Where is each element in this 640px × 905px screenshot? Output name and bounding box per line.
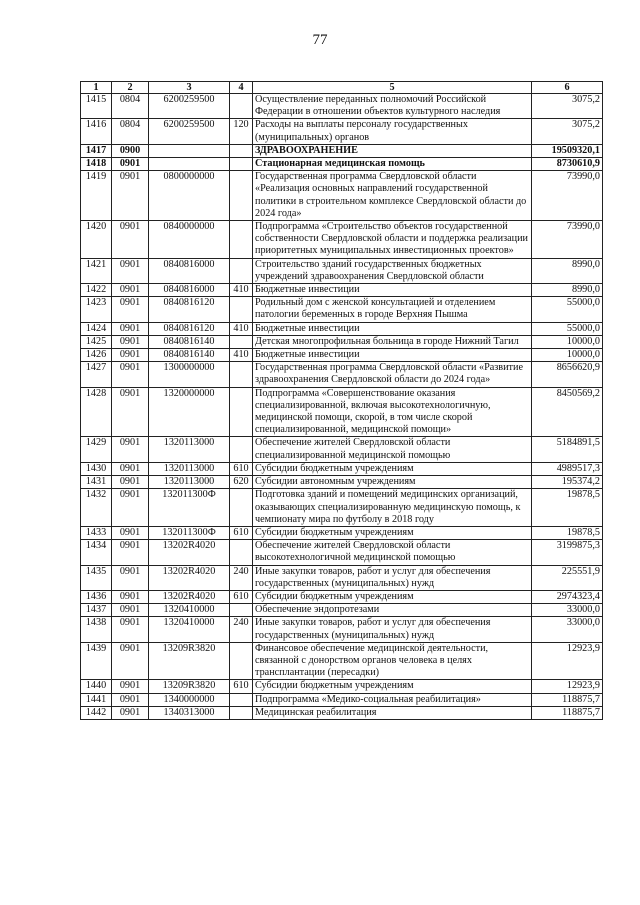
expense-type-code-cell xyxy=(230,540,253,565)
target-article-code-cell: 1320113000 xyxy=(149,462,230,475)
table-row xyxy=(81,171,603,221)
item-name-cell: Субсидии автономным учреждениям xyxy=(253,476,532,489)
header-col-6: 6 xyxy=(532,82,603,94)
amount-cell: 10000,0 xyxy=(532,349,603,362)
section-code-cell: 0901 xyxy=(112,171,149,221)
target-article-code-cell: 0840000000 xyxy=(149,221,230,259)
target-article-code-cell: 13209R3820 xyxy=(149,680,230,693)
expense-type-code-cell: 610 xyxy=(230,526,253,539)
expense-type-code-cell xyxy=(230,144,253,157)
section-code-cell: 0901 xyxy=(112,590,149,603)
amount-cell: 195374,2 xyxy=(532,476,603,489)
table-row xyxy=(81,437,603,462)
table-body xyxy=(81,94,603,720)
item-name-cell: Субсидии бюджетным учреждениям xyxy=(253,680,532,693)
row-number-cell: 1436 xyxy=(81,590,112,603)
item-name-cell: Бюджетные инвестиции xyxy=(253,284,532,297)
amount-cell: 73990,0 xyxy=(532,171,603,221)
expense-type-code-cell: 610 xyxy=(230,462,253,475)
amount-cell: 8450569,2 xyxy=(532,387,603,437)
amount-cell: 73990,0 xyxy=(532,221,603,259)
expense-type-code-cell xyxy=(230,297,253,322)
amount-cell: 3075,2 xyxy=(532,94,603,119)
item-name-cell: Субсидии бюджетным учреждениям xyxy=(253,462,532,475)
amount-cell: 5184891,5 xyxy=(532,437,603,462)
amount-cell: 19878,5 xyxy=(532,526,603,539)
table-row xyxy=(81,617,603,642)
target-article-code-cell: 1340313000 xyxy=(149,706,230,719)
target-article-code-cell: 6200259500 xyxy=(149,119,230,144)
row-number-cell: 1420 xyxy=(81,221,112,259)
section-code-cell: 0901 xyxy=(112,437,149,462)
expense-type-code-cell: 610 xyxy=(230,590,253,603)
target-article-code-cell: 1320410000 xyxy=(149,617,230,642)
expense-type-code-cell xyxy=(230,387,253,437)
item-name-cell: Государственная программа Свердловской области «Реализация основных направлений государственной политики в строительном комплексе Свердловской области до 2024 года» xyxy=(253,171,532,221)
header-row xyxy=(81,82,603,94)
expense-type-code-cell: 620 xyxy=(230,476,253,489)
target-article-code-cell: 1320113000 xyxy=(149,476,230,489)
expense-type-code-cell xyxy=(230,221,253,259)
row-number-cell: 1416 xyxy=(81,119,112,144)
expense-type-code-cell: 240 xyxy=(230,617,253,642)
section-code-cell: 0901 xyxy=(112,335,149,348)
expense-type-code-cell xyxy=(230,335,253,348)
table-row xyxy=(81,144,603,157)
table-row xyxy=(81,526,603,539)
section-code-cell: 0901 xyxy=(112,693,149,706)
item-name-cell: Родильный дом с женской консультацией и отделением патологии беременных в городе Верхняя Пышма xyxy=(253,297,532,322)
section-code-cell: 0901 xyxy=(112,565,149,590)
amount-cell: 118875,7 xyxy=(532,693,603,706)
expense-type-code-cell xyxy=(230,171,253,221)
row-number-cell: 1440 xyxy=(81,680,112,693)
table-row xyxy=(81,258,603,283)
row-number-cell: 1433 xyxy=(81,526,112,539)
table-row xyxy=(81,693,603,706)
item-name-cell: Подпрограмма «Строительство объектов государственной собственности Свердловской области и поддержка реализации приоритетных муниципальных инвестиционных проектов» xyxy=(253,221,532,259)
expense-type-code-cell: 410 xyxy=(230,349,253,362)
amount-cell: 118875,7 xyxy=(532,706,603,719)
item-name-cell: Расходы на выплаты персоналу государственных (муниципальных) органов xyxy=(253,119,532,144)
target-article-code-cell: 0840816000 xyxy=(149,258,230,283)
item-name-cell: Бюджетные инвестиции xyxy=(253,349,532,362)
row-number-cell: 1438 xyxy=(81,617,112,642)
table-row xyxy=(81,540,603,565)
item-name-cell: Иные закупки товаров, работ и услуг для обеспечения государственных (муниципальных) нужд xyxy=(253,617,532,642)
item-name-cell: Детская многопрофильная больница в городе Нижний Тагил xyxy=(253,335,532,348)
item-name-cell: Обеспечение жителей Свердловской области специализированной медицинской помощью xyxy=(253,437,532,462)
target-article-code-cell: 13209R3820 xyxy=(149,642,230,680)
expense-type-code-cell: 240 xyxy=(230,565,253,590)
table-row xyxy=(81,565,603,590)
row-number-cell: 1435 xyxy=(81,565,112,590)
target-article-code-cell: 6200259500 xyxy=(149,94,230,119)
target-article-code-cell: 1320000000 xyxy=(149,387,230,437)
amount-cell: 3075,2 xyxy=(532,119,603,144)
target-article-code-cell: 132011300Ф xyxy=(149,526,230,539)
row-number-cell: 1432 xyxy=(81,489,112,527)
target-article-code-cell: 0840816140 xyxy=(149,335,230,348)
table-row xyxy=(81,158,603,171)
section-code-cell: 0901 xyxy=(112,489,149,527)
section-code-cell: 0901 xyxy=(112,362,149,387)
target-article-code-cell: 0840816120 xyxy=(149,297,230,322)
target-article-code-cell: 0840816120 xyxy=(149,322,230,335)
row-number-cell: 1437 xyxy=(81,604,112,617)
row-number-cell: 1429 xyxy=(81,437,112,462)
item-name-cell: Строительство зданий государственных бюджетных учреждений здравоохранения Свердловской области xyxy=(253,258,532,283)
row-number-cell: 1439 xyxy=(81,642,112,680)
section-code-cell: 0901 xyxy=(112,158,149,171)
row-number-cell: 1426 xyxy=(81,349,112,362)
item-name-cell: Субсидии бюджетным учреждениям xyxy=(253,590,532,603)
section-code-cell: 0804 xyxy=(112,119,149,144)
budget-table xyxy=(80,81,603,720)
item-name-cell: ЗДРАВООХРАНЕНИЕ xyxy=(253,144,532,157)
expense-type-code-cell xyxy=(230,158,253,171)
expense-type-code-cell xyxy=(230,489,253,527)
table-row xyxy=(81,706,603,719)
target-article-code-cell: 13202R4020 xyxy=(149,590,230,603)
row-number-cell: 1422 xyxy=(81,284,112,297)
target-article-code-cell: 0840816140 xyxy=(149,349,230,362)
item-name-cell: Подпрограмма «Медико-социальная реабилитация» xyxy=(253,693,532,706)
table-row xyxy=(81,604,603,617)
amount-cell: 33000,0 xyxy=(532,617,603,642)
amount-cell: 55000,0 xyxy=(532,322,603,335)
page-number: 77 xyxy=(312,32,328,48)
table-row xyxy=(81,119,603,144)
table-row xyxy=(81,476,603,489)
expense-type-code-cell xyxy=(230,258,253,283)
table-row xyxy=(81,349,603,362)
header-col-5: 5 xyxy=(253,82,532,94)
section-code-cell: 0901 xyxy=(112,604,149,617)
amount-cell: 225551,9 xyxy=(532,565,603,590)
expense-type-code-cell xyxy=(230,604,253,617)
header-col-3: 3 xyxy=(149,82,230,94)
amount-cell: 12923,9 xyxy=(532,642,603,680)
item-name-cell: Иные закупки товаров, работ и услуг для обеспечения государственных (муниципальных) нужд xyxy=(253,565,532,590)
row-number-cell: 1428 xyxy=(81,387,112,437)
table-row xyxy=(81,297,603,322)
target-article-code-cell: 13202R4020 xyxy=(149,540,230,565)
section-code-cell: 0901 xyxy=(112,526,149,539)
row-number-cell: 1434 xyxy=(81,540,112,565)
item-name-cell: Финансовое обеспечение медицинской деятельности, связанной с донорством органов человека в целях трансплантации (пересадки) xyxy=(253,642,532,680)
expense-type-code-cell xyxy=(230,362,253,387)
table-row xyxy=(81,489,603,527)
target-article-code-cell: 132011300Ф xyxy=(149,489,230,527)
section-code-cell: 0901 xyxy=(112,284,149,297)
item-name-cell: Подпрограмма «Совершенствование оказания специализированной, включая высокотехнологичную, медицинской помощи, скорой, в том числе скорой специализированной, медицинской помощи» xyxy=(253,387,532,437)
row-number-cell: 1421 xyxy=(81,258,112,283)
amount-cell: 10000,0 xyxy=(532,335,603,348)
table-row xyxy=(81,322,603,335)
header-col-1: 1 xyxy=(81,82,112,94)
section-code-cell: 0901 xyxy=(112,221,149,259)
target-article-code-cell xyxy=(149,158,230,171)
expense-type-code-cell xyxy=(230,706,253,719)
table-row xyxy=(81,94,603,119)
amount-cell: 8730610,9 xyxy=(532,158,603,171)
section-code-cell: 0900 xyxy=(112,144,149,157)
target-article-code-cell: 1300000000 xyxy=(149,362,230,387)
expense-type-code-cell xyxy=(230,437,253,462)
row-number-cell: 1415 xyxy=(81,94,112,119)
item-name-cell: Стационарная медицинская помощь xyxy=(253,158,532,171)
table-row xyxy=(81,680,603,693)
section-code-cell: 0901 xyxy=(112,540,149,565)
expense-type-code-cell: 410 xyxy=(230,284,253,297)
table-row xyxy=(81,335,603,348)
expense-type-code-cell: 120 xyxy=(230,119,253,144)
amount-cell: 2974323,4 xyxy=(532,590,603,603)
item-name-cell: Бюджетные инвестиции xyxy=(253,322,532,335)
row-number-cell: 1423 xyxy=(81,297,112,322)
expense-type-code-cell: 410 xyxy=(230,322,253,335)
section-code-cell: 0901 xyxy=(112,642,149,680)
item-name-cell: Осуществление переданных полномочий Российской Федерации в отношении объектов культурного наследия xyxy=(253,94,532,119)
item-name-cell: Обеспечение жителей Свердловской области высокотехнологичной медицинской помощью xyxy=(253,540,532,565)
table-row xyxy=(81,284,603,297)
row-number-cell: 1417 xyxy=(81,144,112,157)
amount-cell: 4989517,3 xyxy=(532,462,603,475)
section-code-cell: 0901 xyxy=(112,349,149,362)
section-code-cell: 0901 xyxy=(112,706,149,719)
header-col-4: 4 xyxy=(230,82,253,94)
section-code-cell: 0901 xyxy=(112,387,149,437)
row-number-cell: 1425 xyxy=(81,335,112,348)
amount-cell: 19509320,1 xyxy=(532,144,603,157)
amount-cell: 8990,0 xyxy=(532,284,603,297)
table-row xyxy=(81,642,603,680)
section-code-cell: 0901 xyxy=(112,617,149,642)
row-number-cell: 1442 xyxy=(81,706,112,719)
table-row xyxy=(81,221,603,259)
target-article-code-cell: 13202R4020 xyxy=(149,565,230,590)
table-row xyxy=(81,462,603,475)
table-header xyxy=(81,82,603,94)
target-article-code-cell: 0840816000 xyxy=(149,284,230,297)
header-col-2: 2 xyxy=(112,82,149,94)
section-code-cell: 0901 xyxy=(112,258,149,283)
row-number-cell: 1418 xyxy=(81,158,112,171)
section-code-cell: 0901 xyxy=(112,680,149,693)
amount-cell: 8656620,9 xyxy=(532,362,603,387)
table-row xyxy=(81,362,603,387)
row-number-cell: 1427 xyxy=(81,362,112,387)
item-name-cell: Субсидии бюджетным учреждениям xyxy=(253,526,532,539)
section-code-cell: 0901 xyxy=(112,322,149,335)
section-code-cell: 0901 xyxy=(112,297,149,322)
section-code-cell: 0901 xyxy=(112,462,149,475)
expense-type-code-cell xyxy=(230,642,253,680)
amount-cell: 19878,5 xyxy=(532,489,603,527)
item-name-cell: Медицинская реабилитация xyxy=(253,706,532,719)
target-article-code-cell: 1320410000 xyxy=(149,604,230,617)
table-row xyxy=(81,590,603,603)
amount-cell: 3199875,3 xyxy=(532,540,603,565)
target-article-code-cell: 0800000000 xyxy=(149,171,230,221)
amount-cell: 55000,0 xyxy=(532,297,603,322)
row-number-cell: 1431 xyxy=(81,476,112,489)
target-article-code-cell: 1320113000 xyxy=(149,437,230,462)
expense-type-code-cell xyxy=(230,94,253,119)
item-name-cell: Подготовка зданий и помещений медицинских организаций, оказывающих специализированную медицинскую помощь, к чемпионату мира по футболу в 2018 году xyxy=(253,489,532,527)
amount-cell: 33000,0 xyxy=(532,604,603,617)
expense-type-code-cell: 610 xyxy=(230,680,253,693)
amount-cell: 12923,9 xyxy=(532,680,603,693)
expense-type-code-cell xyxy=(230,693,253,706)
amount-cell: 8990,0 xyxy=(532,258,603,283)
target-article-code-cell: 1340000000 xyxy=(149,693,230,706)
row-number-cell: 1419 xyxy=(81,171,112,221)
table-row xyxy=(81,387,603,437)
item-name-cell: Обеспечение эндопротезами xyxy=(253,604,532,617)
section-code-cell: 0804 xyxy=(112,94,149,119)
row-number-cell: 1441 xyxy=(81,693,112,706)
target-article-code-cell xyxy=(149,144,230,157)
row-number-cell: 1424 xyxy=(81,322,112,335)
item-name-cell: Государственная программа Свердловской области «Развитие здравоохранения Свердловской области до 2024 года» xyxy=(253,362,532,387)
row-number-cell: 1430 xyxy=(81,462,112,475)
section-code-cell: 0901 xyxy=(112,476,149,489)
